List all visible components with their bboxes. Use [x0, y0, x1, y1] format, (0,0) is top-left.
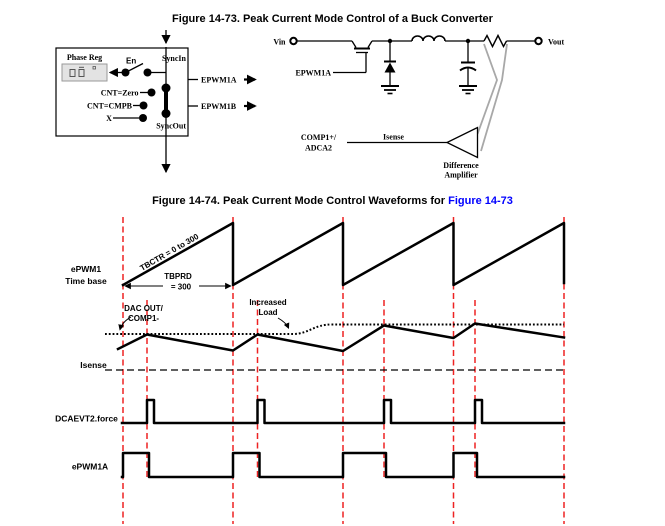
isense-wave — [118, 324, 564, 352]
syncout-label: SyncOut — [156, 121, 186, 131]
comp1-label: COMP1+/ — [300, 133, 337, 142]
tbprd-label: TBPRD — [164, 272, 192, 281]
dcaevt-row-label: DCAEVT2.force — [55, 413, 118, 424]
diff-amp-label-1: Difference — [443, 161, 479, 170]
figure-14-73-title: Figure 14-73. Peak Current Mode Control of a Buck Converter — [172, 13, 493, 25]
timebase-row-label-1: ePWM1 — [70, 264, 102, 274]
vin-label: Vin — [273, 37, 286, 47]
dac-out-label-1: DAC OUT/ — [124, 304, 163, 313]
cnt-zero-label: CNT=Zero — [100, 88, 139, 98]
increased-load-pointer-arrow-icon — [278, 318, 289, 328]
phase-reg-label: Phase Reg — [66, 53, 103, 62]
timebase-row-label-2: Time base — [65, 276, 107, 286]
sense-line — [481, 44, 507, 151]
vout-terminal-icon — [535, 38, 541, 44]
difference-amplifier-icon — [447, 128, 478, 158]
adca2-label: ADCA2 — [304, 143, 333, 153]
tbctr-label: TBCTR = 0 to 300 — [138, 231, 201, 273]
cnt-zero-node-icon — [148, 89, 156, 97]
tbprd-value-label: = 300 — [170, 282, 192, 292]
epwm1a-gate-label: EPWM1A — [295, 68, 331, 78]
cnt-cmpb-node-icon — [140, 102, 148, 110]
inductor-icon — [412, 36, 445, 41]
capacitor-icon — [460, 41, 476, 86]
epwm1a-wave — [122, 453, 564, 477]
diode-icon — [384, 41, 396, 86]
epwm1b-out-label: EPWM1B — [201, 102, 237, 111]
sense-resistor-icon — [484, 36, 507, 47]
increased-load-label-1: Increased — [249, 298, 287, 307]
en-label: En — [126, 56, 137, 66]
ground-icon — [459, 86, 477, 94]
buck-converter-schematic — [273, 36, 564, 180]
figure-14-74-title-text: Figure 14-74. Peak Current Mode Control Waveforms for — [152, 195, 449, 207]
epwm1a-out-label: EPWM1A — [201, 75, 237, 85]
syncin-label: SyncIn — [161, 54, 186, 63]
figure-14-73-link[interactable]: Figure 14-73 — [448, 195, 513, 207]
epwm1a-row-label: ePWM1A — [71, 461, 109, 472]
x-node-icon — [139, 114, 147, 122]
vout-label: Vout — [548, 37, 565, 47]
vin-terminal-icon — [290, 38, 296, 44]
x-input-label: X — [106, 114, 112, 123]
mosfet-icon — [352, 41, 372, 73]
diff-amp-label-2: Amplifier — [444, 170, 478, 180]
ground-icon — [381, 86, 399, 94]
cnt-cmpb-label: CNT=CMPB — [87, 101, 132, 111]
epwm-sync-block — [56, 30, 255, 172]
waveform-annotations — [55, 232, 564, 472]
sense-line — [478, 44, 498, 134]
dac-out-label-2: COMP1- — [127, 314, 160, 323]
increased-load-label-2: Load — [258, 308, 278, 317]
isense-net-label: Isense — [383, 132, 404, 142]
isense-row-label: Isense — [80, 360, 107, 370]
